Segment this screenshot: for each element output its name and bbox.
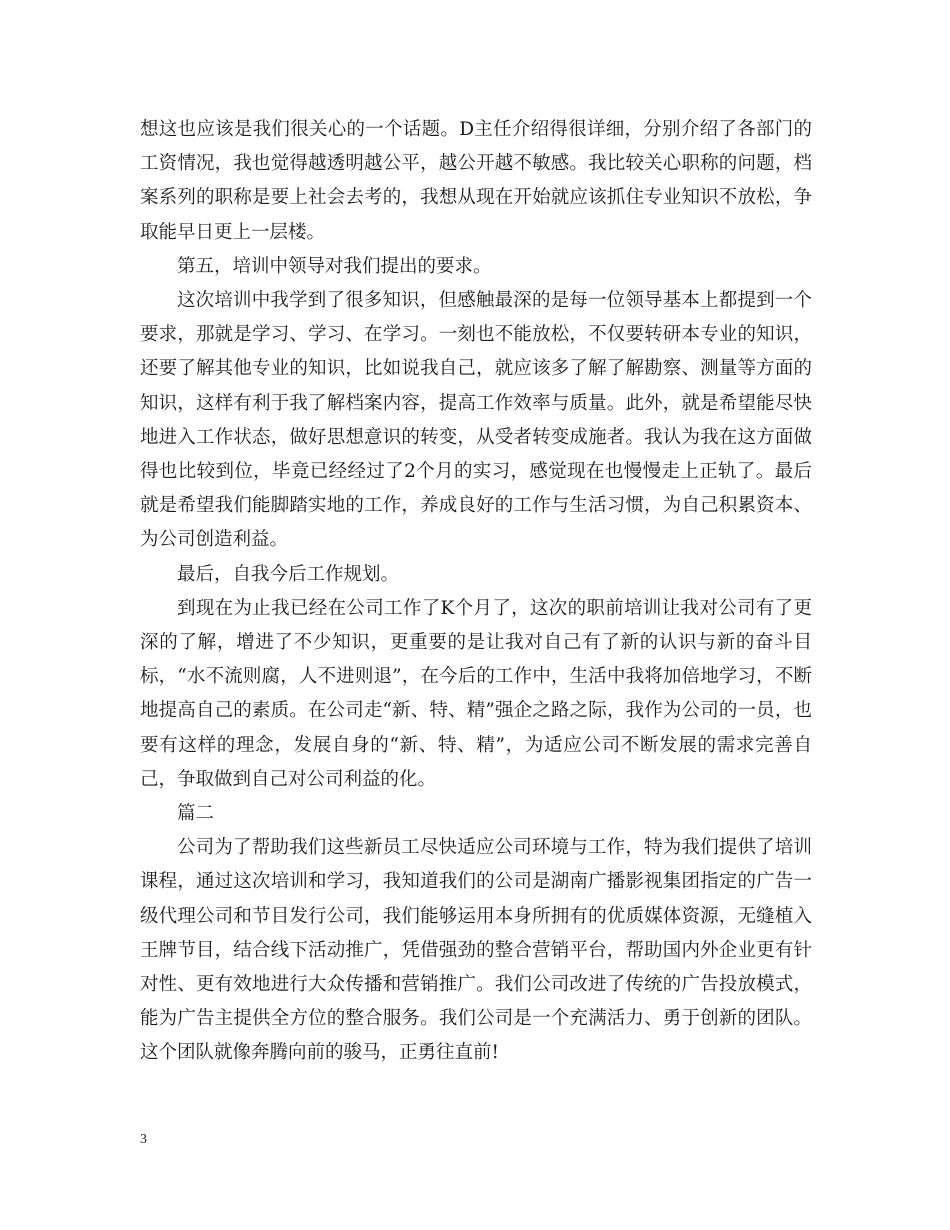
- paragraph-7: 公司为了帮助我们这些新员工尽快适应公司环境与工作，特为我们提供了培训课程，通过这次培训和学习，我知道我们的公司是湖南广播影视集团指定的广告一级代理公司和节目发行公司，我们能够运用本身所拥有的优质媒体资源，无缝植入王牌节目，结合线下活动推广，凭借强劲的整合营销平台，帮助国内外企业更有针对性、更有效地进行大众传播和营销推广。我们公司改进了传统的广告投放模式，能为广告主提供全方位的整合服务。我们公司是一个充满活力、勇于创新的团队。这个团队就像奔腾向前的骏马，正勇往直前!: [140, 837, 812, 1064]
- paragraph-4-heading: 最后，自我今后工作规划。: [177, 563, 400, 585]
- paragraph-3: 这次培训中我学到了很多知识，但感触最深的是每一位领导基本上都提到一个要求，那就是学习、学习、在学习。一刻也不能放松，不仅要转研本专业的知识，还要了解其他专业的知识，比如说我自己，就应该多了解了解勘察、测量等方面的知识，这样有利于我了解档案内容，提高工作效率与质量。此外，就是希望能尽快地进入工作状态，做好思想意识的转变，从受者转变成施者。我认为我在这方面做得也比较到位，毕竟已经经过了2个月的实习，感觉现在也慢慢走上正轨了。最后就是希望我们能脚踏实地的工作，养成良好的工作与生活习惯，为自己积累资本、为公司创造利益。: [140, 290, 812, 551]
- page-number: 3: [140, 1132, 147, 1147]
- paragraph-6-heading: 篇二: [177, 803, 215, 825]
- paragraph-1: 想这也应该是我们很关心的一个话题。D主任介绍得很详细，分别介绍了各部门的工资情况，我也觉得越透明越公平，越公开越不敏感。我比较关心职称的问题，档案系列的职称是要上社会去考的，我想从现在开始就应该抓住专业知识不放松，争取能早日更上一层楼。: [140, 119, 812, 243]
- paragraph-2-heading: 第五，培训中领导对我们提出的要求。: [177, 255, 492, 277]
- document-body: [140, 113, 812, 1071]
- paragraph-5: 到现在为止我已经在公司工作了K个月了，这次的职前培训让我对公司有了更深的了解，增进了不少知识，更重要的是让我对自己有了新的认识与新的奋斗目标，“水不流则腐，人不进则退”，在今后的工作中，生活中我将加倍地学习，不断地提高自己的素质。在公司走“新、特、精”强企之路之际，我作为公司的一员，也要有这样的理念，发展自身的“新、特、精”，为适应公司不断发展的需求完善自己，争取做到自己对公司利益的化。: [140, 597, 812, 790]
